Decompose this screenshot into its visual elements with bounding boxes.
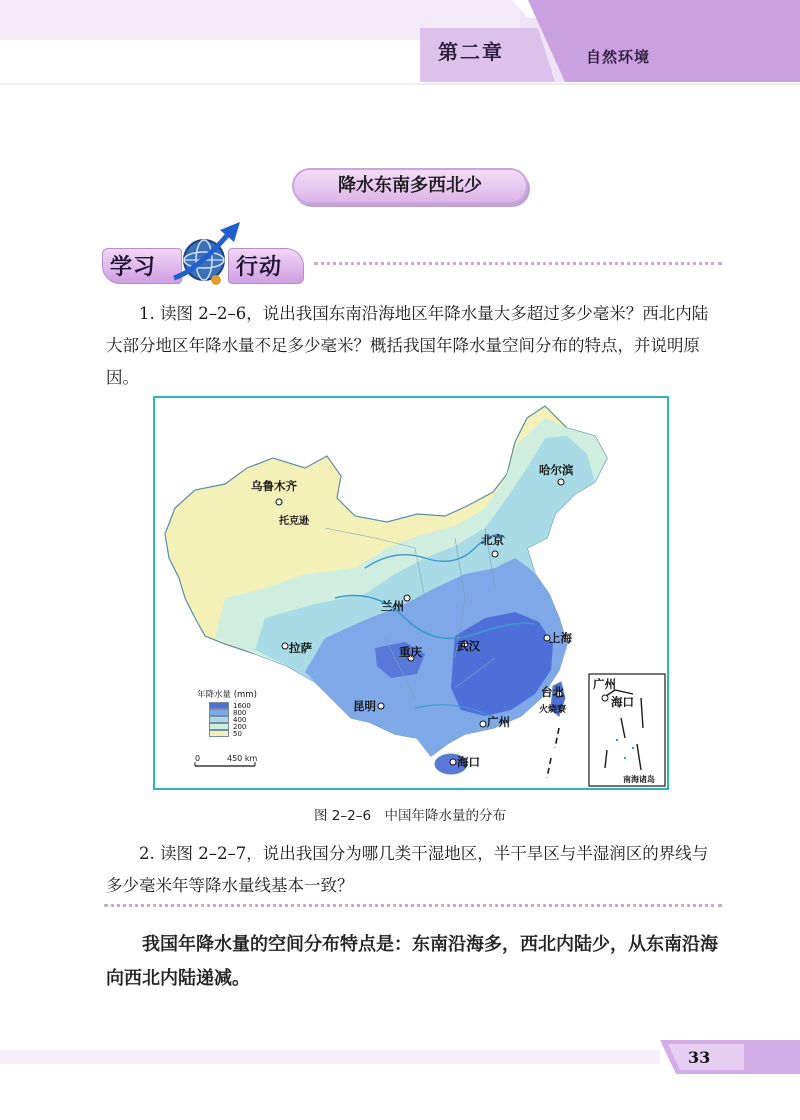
precipitation-map bbox=[153, 396, 669, 790]
learning-label: 学习 bbox=[110, 255, 157, 280]
city-urumqi: 乌鲁木齐 bbox=[251, 479, 297, 493]
action-label: 行动 bbox=[236, 255, 283, 280]
city-harbin: 哈尔滨 bbox=[539, 463, 574, 477]
legend-label-200: 200 bbox=[233, 723, 247, 731]
city-lanzhou: 兰州 bbox=[381, 599, 404, 613]
legend-swatch-400 bbox=[209, 716, 229, 723]
city-taipei: 台北 bbox=[541, 685, 564, 699]
header-band bbox=[0, 0, 800, 120]
city-kunming: 昆明 bbox=[353, 699, 376, 713]
dotted-rule-bottom bbox=[104, 904, 722, 907]
inset-label: 南海诸岛 bbox=[623, 775, 655, 784]
topic-title: 降水东南多西北少 bbox=[292, 168, 528, 204]
page-number: 33 bbox=[688, 1048, 711, 1067]
legend-swatch-200 bbox=[209, 723, 229, 730]
city-shanghai: 上海 bbox=[549, 631, 572, 645]
city-beijing: 北京 bbox=[481, 533, 504, 547]
china-map-graphic bbox=[155, 398, 667, 788]
city-chongqing: 重庆 bbox=[399, 645, 422, 659]
legend-swatch-1600 bbox=[209, 702, 229, 709]
city-toksun: 托克逊 bbox=[279, 516, 309, 527]
question-2: 2. 读图 2–2–7，说出我国分为哪几类干湿地区，半干旱区与半湿润区的界线与多少毫米年等降水量线基本一致？ bbox=[106, 844, 709, 895]
city-lhasa: 拉萨 bbox=[289, 641, 312, 655]
dotted-rule-top bbox=[314, 262, 722, 265]
inset-city-haikou: 海口 bbox=[611, 695, 634, 709]
answer-paragraph: 我国年降水量的空间分布特点是：东南沿海多，西北内陆少，从东南沿海向西北内陆递减。 bbox=[106, 934, 718, 989]
section-label: 自然环境 bbox=[586, 48, 651, 66]
city-haikou: 海口 bbox=[457, 755, 480, 769]
legend-swatch-800 bbox=[209, 709, 229, 716]
globe-arrow-icon bbox=[168, 220, 248, 290]
scale-distance: 450 km bbox=[227, 754, 258, 763]
city-huoshaoliao: 火烧寮 bbox=[539, 705, 567, 715]
figure-caption: 图 2–2–6 中国年降水量的分布 bbox=[313, 808, 507, 824]
legend-label-50: 50 bbox=[233, 730, 242, 738]
scale-zero: 0 bbox=[195, 754, 201, 763]
city-wuhan: 武汉 bbox=[457, 639, 480, 653]
question-1: 1. 读图 2–2–6，说出我国东南沿海地区年降水量大多超过多少毫米？西北内陆大部分地区年降水量不足多少毫米？概括我国年降水量空间分布的特点，并说明原因。 bbox=[106, 304, 709, 387]
learning-action-header bbox=[102, 218, 722, 288]
legend-label-400: 400 bbox=[233, 716, 247, 724]
legend-label-800: 800 bbox=[233, 709, 247, 717]
legend-title: 年降水量 (mm) bbox=[197, 690, 257, 700]
city-guangzhou: 广州 bbox=[487, 715, 510, 729]
legend-label-1600: 1600 bbox=[233, 702, 251, 710]
inset-city-guangzhou: 广州 bbox=[593, 677, 616, 691]
footer-band bbox=[0, 1040, 800, 1074]
chapter-label: 第二章 bbox=[438, 40, 504, 64]
legend-swatch-50 bbox=[209, 730, 229, 737]
